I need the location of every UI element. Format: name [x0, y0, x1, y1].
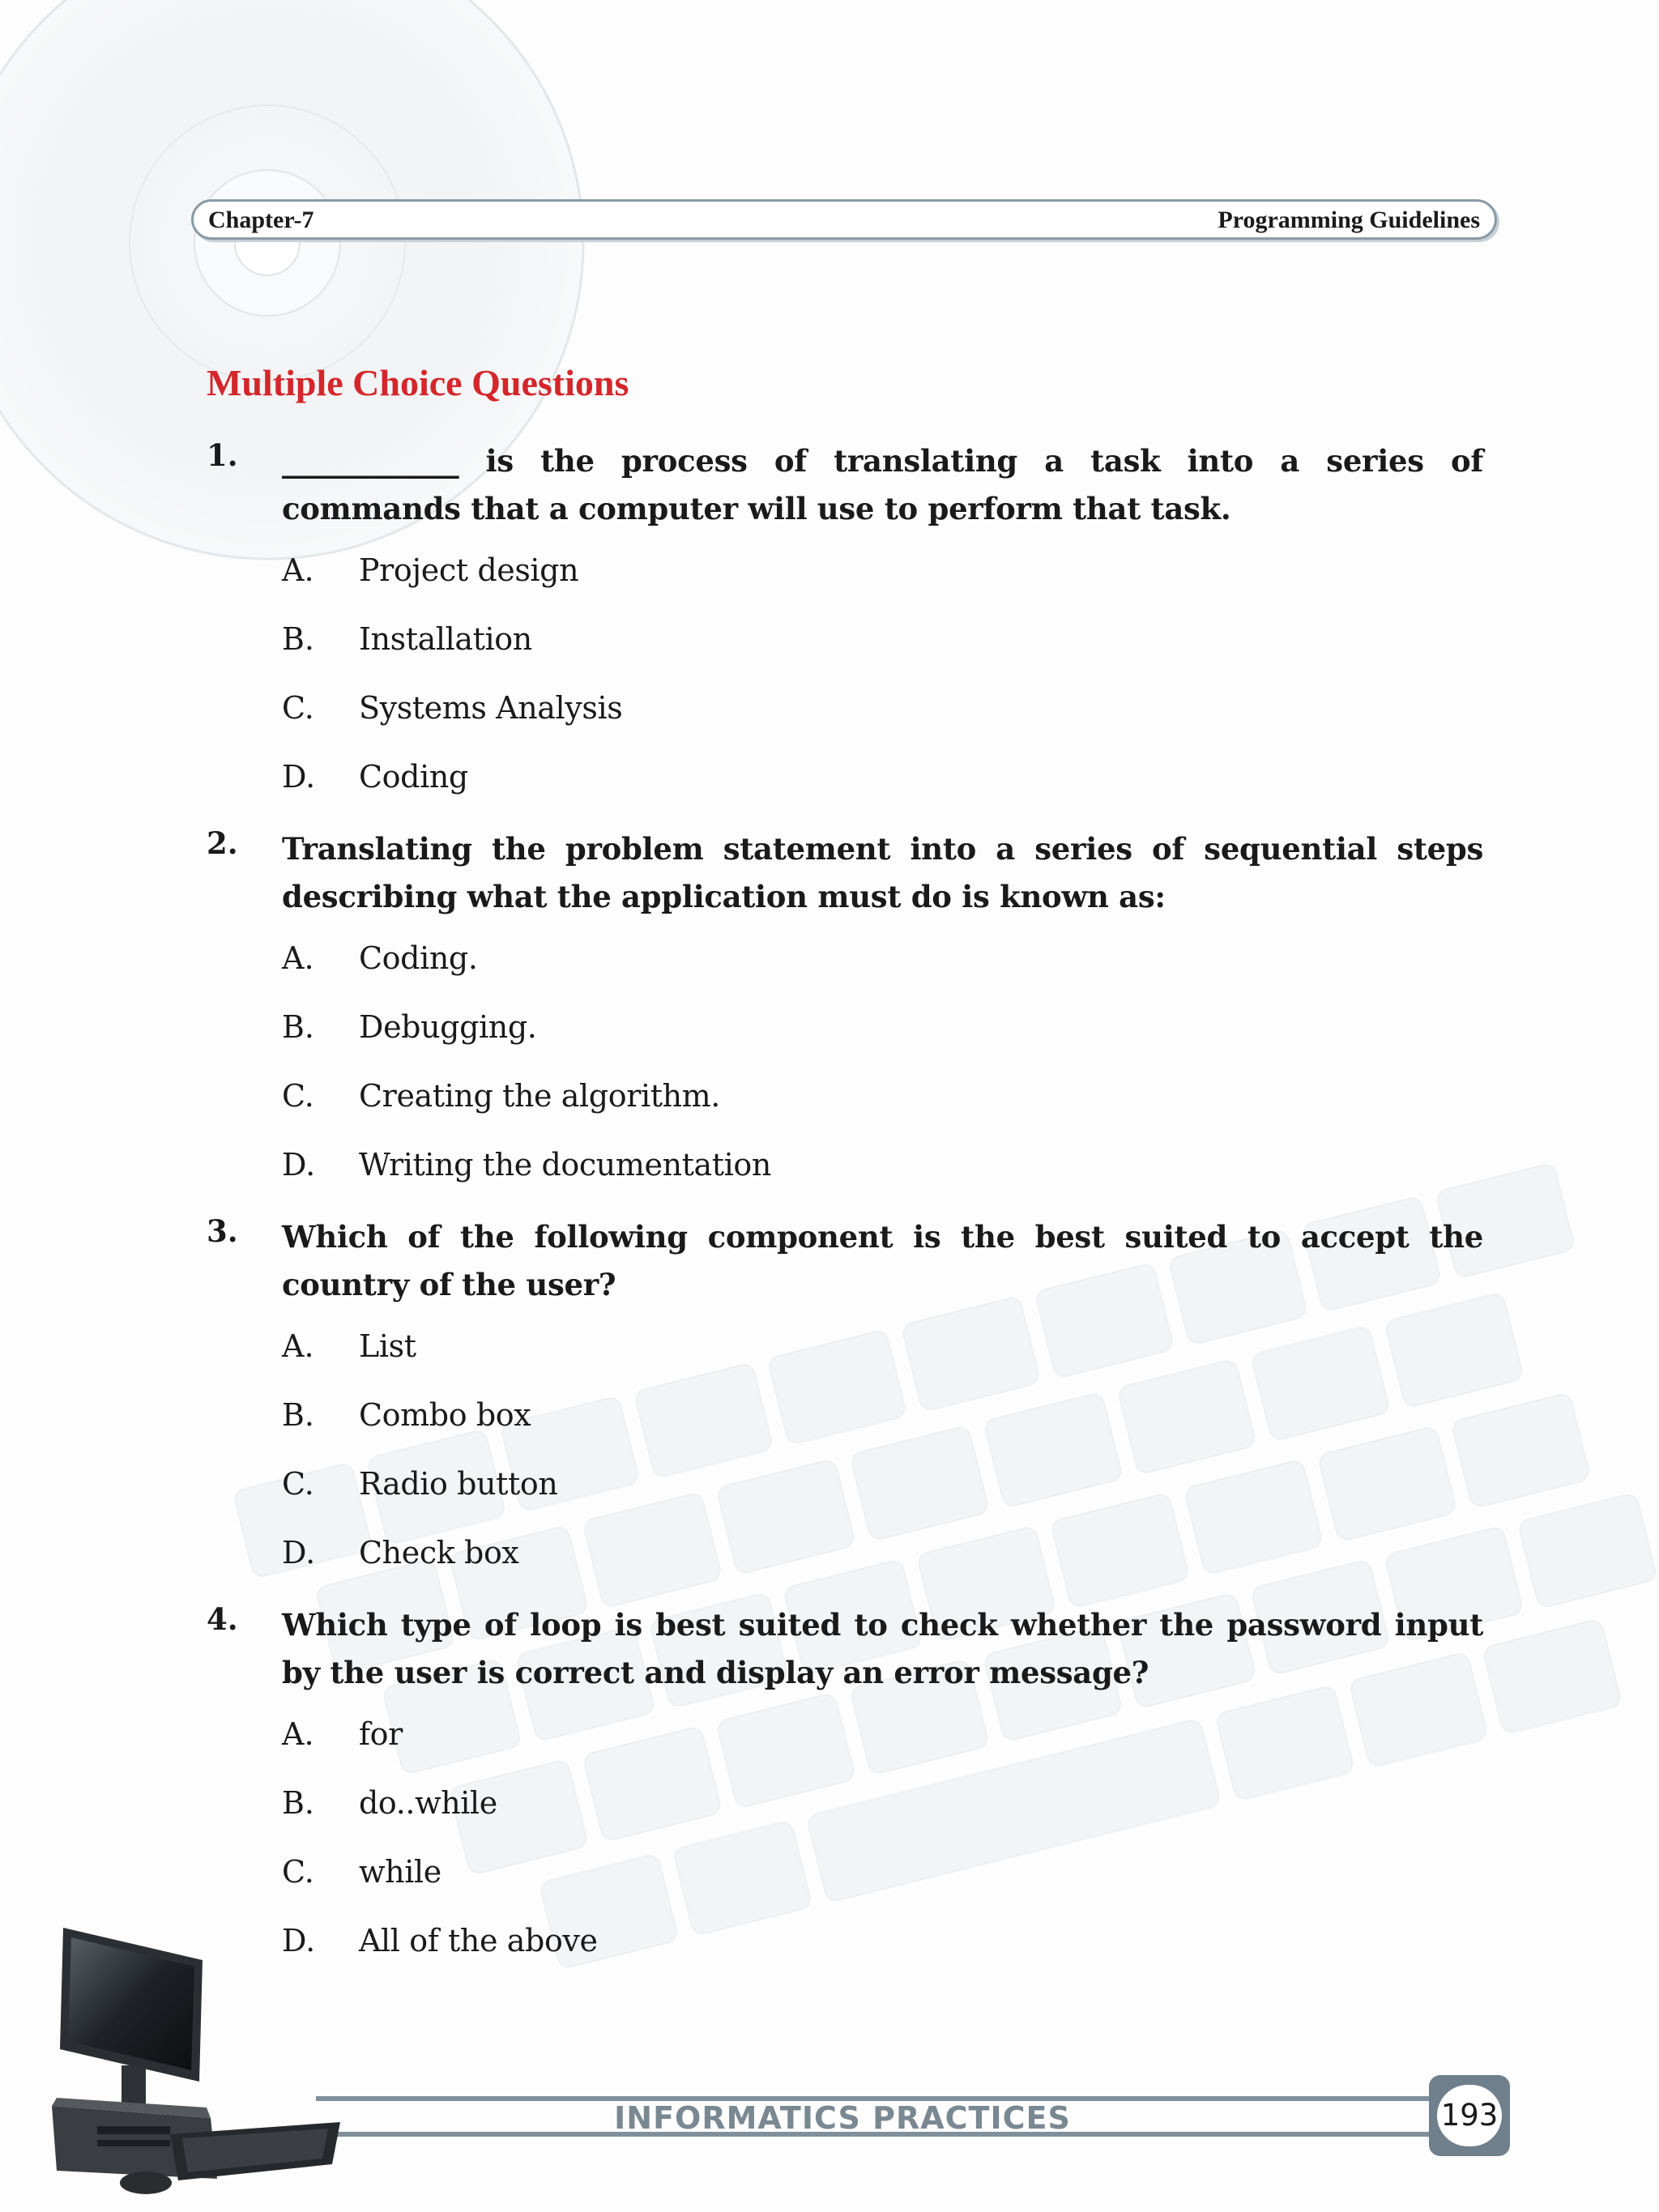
option-letter: D. — [282, 1535, 316, 1571]
option-text: Systems Analysis — [359, 690, 623, 726]
option-text: Project design — [359, 552, 579, 588]
option-text: All of the above — [359, 1923, 598, 1958]
option-letter: D. — [282, 1147, 316, 1183]
option-text: Creating the algorithm. — [359, 1078, 720, 1114]
question-number: 2. — [207, 825, 238, 861]
running-header — [191, 199, 1497, 240]
option-text: Radio button — [359, 1466, 558, 1502]
question-text — [282, 437, 1483, 533]
option-text: List — [359, 1328, 416, 1364]
option-letter: A. — [282, 1328, 314, 1364]
option-text: Check box — [359, 1535, 519, 1571]
option-text: while — [359, 1854, 441, 1890]
question-text: Which of the following component is the best suited to accept the country of the user? — [282, 1219, 1483, 1302]
question-number: 1. — [207, 437, 238, 473]
option-letter: C. — [282, 1078, 314, 1114]
option-text: Combo box — [359, 1397, 531, 1433]
question-text: Which type of loop is best suited to check whether the password input by the user is correct and display an error message? — [282, 1607, 1483, 1690]
option-letter: A. — [282, 1716, 314, 1752]
option-letter: A. — [282, 552, 314, 588]
desktop-computer-icon — [41, 1928, 348, 2195]
option-text: Writing the documentation — [359, 1147, 771, 1183]
option-letter: A. — [282, 940, 314, 976]
option-letter: C. — [282, 1466, 314, 1502]
option-text: for — [359, 1716, 403, 1752]
question-text-body: is the process of translating a task into a series of commands that a computer will use to perform that task. — [282, 443, 1483, 526]
fill-in-blank: ____________ — [282, 443, 459, 479]
question-text: Translating the problem statement into a series of sequential steps describing what the application must do is known as: — [282, 831, 1483, 914]
option-letter: B. — [282, 1397, 315, 1433]
option-letter: D. — [282, 1923, 316, 1958]
option-text: do..while — [359, 1785, 497, 1821]
option-text: Debugging. — [359, 1009, 537, 1045]
page-number-badge — [1429, 2075, 1510, 2156]
option-letter: C. — [282, 690, 314, 726]
section-title: Multiple Choice Questions — [207, 362, 629, 403]
option-letter: B. — [282, 1009, 315, 1045]
option-letter: B. — [282, 621, 315, 657]
option-text: Coding. — [359, 940, 478, 976]
chapter-topic: Programming Guidelines — [1218, 207, 1480, 233]
page-number: 193 — [1437, 2085, 1502, 2146]
question-number: 3. — [207, 1213, 238, 1249]
chapter-label: Chapter-7 — [208, 207, 314, 233]
option-letter: C. — [282, 1854, 314, 1890]
option-letter: D. — [282, 759, 316, 795]
question-number: 4. — [207, 1601, 238, 1637]
option-text: Installation — [359, 621, 532, 657]
running-footer — [316, 2096, 1434, 2138]
option-letter: B. — [282, 1785, 315, 1821]
book-title: INFORMATICS PRACTICES — [614, 2100, 1071, 2136]
option-text: Coding — [359, 759, 468, 795]
